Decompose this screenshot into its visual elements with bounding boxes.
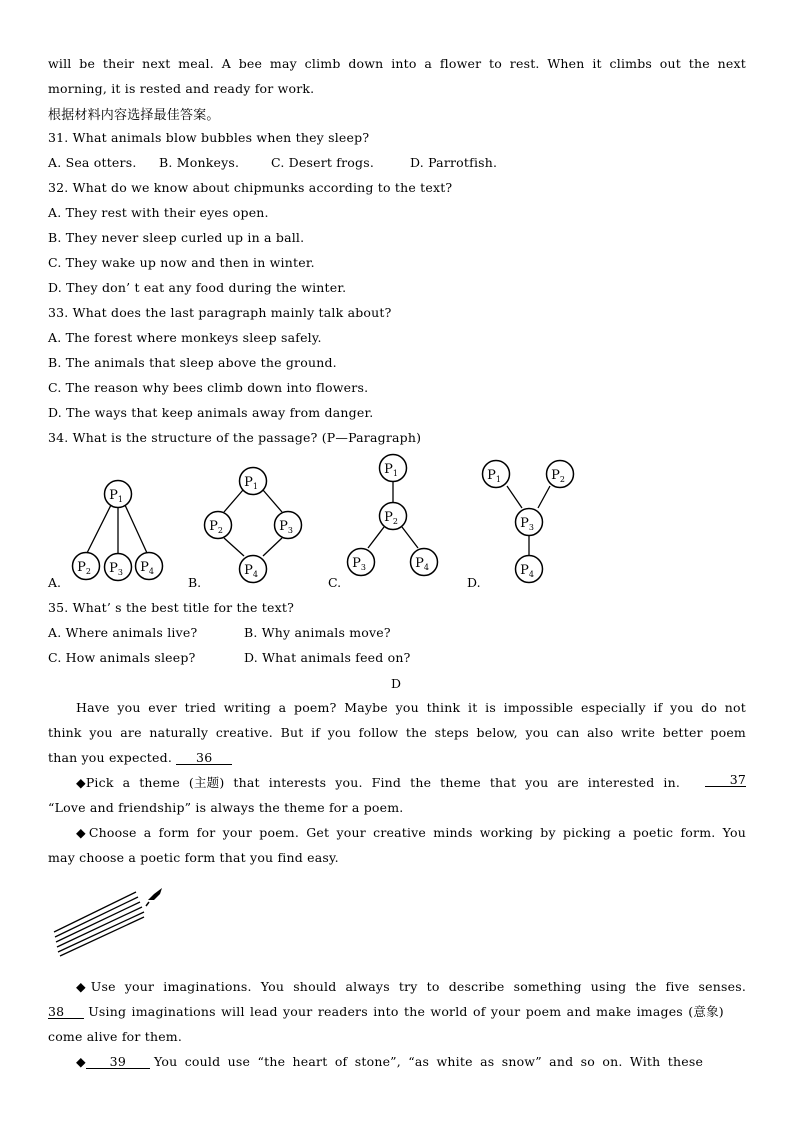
option: B. The animals that sleep above the ground.	[48, 355, 337, 370]
blank-38[interactable]: 38	[48, 1005, 84, 1019]
paragraph-line: ◆Choose a form for your poem. Get your creative minds working by picking a poetic form. You	[76, 825, 746, 840]
question-34: 34. What is the structure of the passage? (P—Paragraph)	[48, 430, 422, 445]
option: C. The reason why bees climb down into flowers.	[48, 380, 369, 395]
svg-text:P4: $P_4$	[415, 556, 429, 572]
question-35: 35. What’ s the best title for the text?	[48, 600, 294, 615]
option: D. Parrotfish.	[410, 155, 498, 170]
paragraph-line: may choose a poetic form that you find easy.	[48, 850, 339, 865]
blank-36[interactable]: 36	[176, 751, 232, 765]
svg-text:P4: $P_4$	[244, 563, 258, 579]
option: D. The ways that keep animals away from danger.	[48, 405, 374, 420]
paragraph-line: 38 Using imaginations will lead your readers into the world of your poem and make images (意象)	[48, 1004, 724, 1019]
passage-line: morning, it is rested and ready for work.	[48, 81, 315, 96]
option: A. Where animals live?	[48, 625, 198, 640]
diagram-label-c: C.	[328, 575, 342, 590]
svg-text:P3: $P_3$	[109, 561, 123, 577]
option: C. They wake up now and then in winter.	[48, 255, 315, 270]
svg-text:P1: $P_1$	[487, 468, 501, 484]
paragraph-line: than you expected. 36	[48, 750, 232, 765]
svg-text:P3: $P_3$	[520, 516, 534, 532]
paragraph-line: “Love and friendship” is always the theme for a poem.	[48, 800, 404, 815]
blank-39[interactable]: 39	[86, 1055, 150, 1069]
instruction: 根据材料内容选择最佳答案。	[48, 108, 220, 123]
paragraph-line: ◆Pick a theme (主题) that interests you. Find the theme that you are interested in. 37	[76, 772, 746, 790]
option: B. Monkeys.	[159, 155, 240, 170]
diagram-label-d: D.	[467, 575, 481, 590]
paragraph-line: ◆ 39 You could use “the heart of stone”, “as white as snow” and so on. With these	[76, 1054, 704, 1069]
svg-text:P2: $P_2$	[384, 510, 398, 526]
structure-diagrams	[0, 450, 794, 590]
svg-text:P1: $P_1$	[244, 475, 258, 491]
question-33: 33. What does the last paragraph mainly talk about?	[48, 305, 392, 320]
svg-text:P4: $P_4$	[140, 560, 154, 576]
blank-37[interactable]: 37	[705, 773, 746, 787]
option: C. Desert frogs.	[271, 155, 374, 170]
question-31: 31. What animals blow bubbles when they sleep?	[48, 130, 370, 145]
section-heading: D	[391, 676, 402, 691]
svg-text:P1: $P_1$	[109, 488, 123, 504]
svg-text:P3: $P_3$	[352, 556, 366, 572]
diagram-label-a: A.	[48, 575, 62, 590]
svg-text:P2: $P_2$	[77, 560, 91, 576]
diagram-label-b: B.	[188, 575, 202, 590]
passage-line: will be their next meal. A bee may climb down into a flower to rest. When it climbs out the next	[48, 56, 746, 71]
option: A. They rest with their eyes open.	[48, 205, 269, 220]
option: D. They don’ t eat any food during the winter.	[48, 280, 347, 295]
option: B. Why animals move?	[244, 625, 391, 640]
paragraph-line: Have you ever tried writing a poem? Maybe you think it is impossible especially if you do not	[76, 700, 746, 715]
option: A. The forest where monkeys sleep safely.	[48, 330, 322, 345]
svg-text:P3: $P_3$	[279, 519, 293, 535]
option: B. They never sleep curled up in a ball.	[48, 230, 305, 245]
paragraph-line: think you are naturally creative. But if you follow the steps below, you can also write better poem	[48, 725, 746, 740]
svg-text:P1: $P_1$	[384, 462, 398, 478]
option: A. Sea otters.	[48, 155, 137, 170]
question-32: 32. What do we know about chipmunks according to the text?	[48, 180, 453, 195]
svg-text:P2: $P_2$	[551, 468, 565, 484]
paragraph-line: come alive for them.	[48, 1029, 183, 1044]
option: C. How animals sleep?	[48, 650, 196, 665]
svg-text:P4: $P_4$	[520, 563, 534, 579]
writing-lines-illustration	[50, 880, 170, 960]
paragraph-line: ◆Use your imaginations. You should always try to describe something using the five senses.	[76, 979, 746, 994]
svg-text:P2: $P_2$	[209, 519, 223, 535]
option: D. What animals feed on?	[244, 650, 411, 665]
